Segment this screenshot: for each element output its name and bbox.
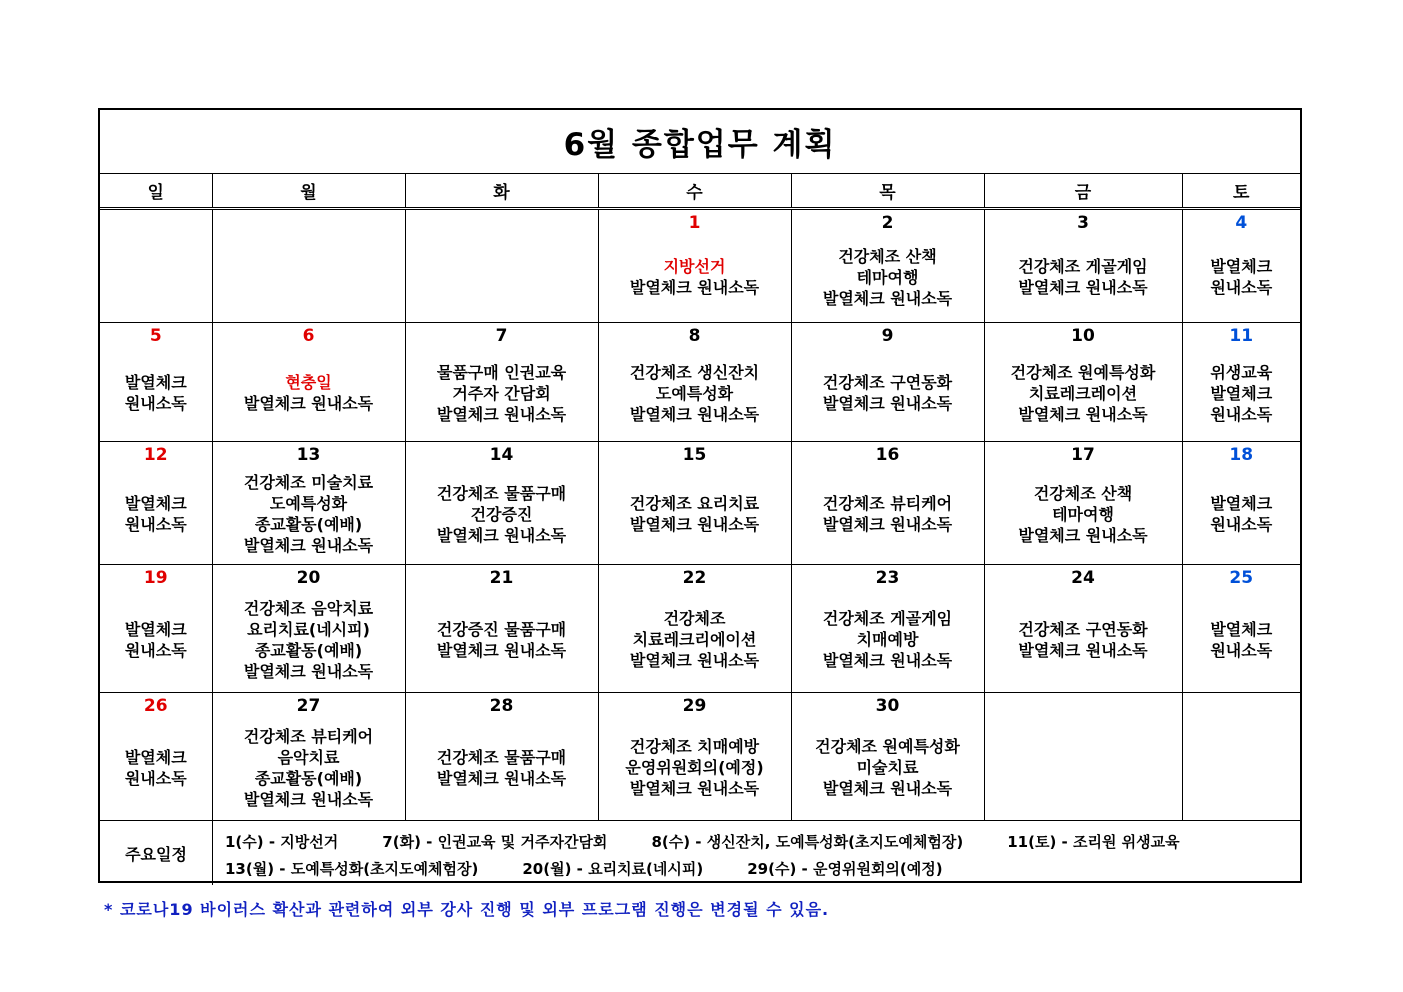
schedule-item: 건강증진: [470, 504, 533, 524]
day-cell: [791, 323, 984, 442]
schedule-item: 건강체조 음악치료: [243, 598, 374, 618]
day-schedule: [406, 234, 598, 320]
day-cell: [212, 209, 405, 323]
summary-event: 20(월) - 요리치료(네시피): [522, 860, 704, 878]
day-schedule: [985, 234, 1182, 320]
day-number: 22: [682, 568, 707, 588]
day-schedule: [213, 717, 405, 818]
schedule-item: 건강증진 물품구매: [436, 619, 567, 639]
day-number: 1: [688, 213, 701, 233]
day-cell: [984, 693, 1182, 821]
day-number: 29: [682, 696, 707, 716]
day-cell: [212, 565, 405, 693]
schedule-item: 발열체크 원내소독: [1018, 525, 1148, 545]
day-schedule: [100, 466, 212, 562]
day-cell: [100, 693, 212, 821]
schedule-item: 발열체크: [124, 747, 187, 767]
schedule-item: 발열체크 원내소독: [243, 394, 374, 413]
schedule-item: 발열체크 원내소독: [436, 640, 567, 660]
day-number: 25: [1229, 568, 1254, 588]
day-cell: [405, 565, 598, 693]
day-number: 7: [495, 326, 508, 346]
day-number: 24: [1071, 568, 1095, 588]
schedule-item: 발열체크 원내소독: [436, 768, 567, 788]
day-schedule: [213, 466, 405, 562]
schedule-item: 발열체크 원내소독: [243, 536, 374, 555]
schedule-item: 종교활동(예배): [254, 640, 363, 660]
day-number: 8: [688, 326, 701, 346]
day-cell: [1182, 209, 1300, 323]
schedule-item: 건강체조 원예특성화: [1010, 362, 1156, 382]
day-cell: [984, 323, 1182, 442]
schedule-item: 건강체조 구연동화: [1018, 619, 1148, 639]
schedule-item: 발열체크 원내소독: [629, 404, 760, 424]
schedule-item: 발열체크: [1210, 257, 1273, 276]
summary-line-2: [225, 856, 1300, 883]
weekday-thu: 목: [791, 174, 984, 209]
schedule-item: 발열체크 원내소독: [1018, 278, 1148, 297]
day-cell: [405, 442, 598, 565]
day-schedule: [100, 589, 212, 690]
schedule-item: 발열체크 원내소독: [1018, 404, 1148, 424]
day-schedule: [599, 347, 791, 439]
weekday-tue: 화: [405, 174, 598, 209]
week-row: [100, 693, 1300, 821]
day-schedule: [1183, 717, 1301, 818]
day-number: 14: [489, 445, 514, 465]
day-number: 6: [302, 326, 315, 346]
schedule-item: 건강체조 게골게임: [1018, 257, 1148, 276]
day-cell: [100, 323, 212, 442]
schedule-item: 발열체크 원내소독: [822, 651, 953, 670]
day-cell: [791, 693, 984, 821]
day-cell: [984, 565, 1182, 693]
day-schedule: [985, 347, 1182, 439]
schedule-item: 요리치료(네시피): [247, 619, 370, 639]
schedule-item: 발열체크 원내소독: [1018, 640, 1148, 660]
day-number: 26: [143, 696, 168, 716]
day-cell: [405, 323, 598, 442]
schedule-item: 원내소독: [1210, 640, 1273, 660]
day-cell: [791, 442, 984, 565]
schedule-item: 발열체크: [1210, 494, 1273, 513]
day-cell: [100, 209, 212, 323]
week-row: [100, 209, 1300, 323]
summary-event: 29(수) - 운영위원회의(예정): [747, 860, 943, 878]
schedule-item: 건강체조 구연동화: [822, 373, 953, 392]
schedule-item: 건강체조 뷰티케어: [822, 494, 953, 513]
schedule-item: 건강체조 물품구매: [436, 747, 567, 767]
day-cell: [791, 209, 984, 323]
day-number: 12: [143, 445, 168, 465]
schedule-item: 종교활동(예배): [254, 768, 363, 788]
day-schedule: [100, 347, 212, 439]
day-number: 18: [1229, 445, 1254, 465]
calendar-grid: [100, 174, 1300, 821]
schedule-item: 거주자 간담회: [452, 383, 551, 403]
day-schedule: [100, 717, 212, 818]
weekday-header-row: [100, 174, 1300, 209]
day-number: [406, 210, 598, 213]
schedule-item: 도예특성화: [269, 494, 348, 513]
calendar-table: [98, 108, 1302, 883]
schedule-item: 발열체크 원내소독: [822, 288, 953, 308]
schedule-item: 발열체크: [124, 494, 187, 513]
day-schedule: [599, 589, 791, 690]
day-schedule: [792, 717, 984, 818]
day-schedule: [792, 589, 984, 690]
day-cell: [212, 693, 405, 821]
day-cell: [1182, 442, 1300, 565]
schedule-item: 원내소독: [124, 515, 187, 534]
schedule-item: 지방선거: [663, 257, 726, 276]
schedule-item: 물품구매 인권교육: [436, 362, 567, 382]
day-schedule: [213, 589, 405, 690]
schedule-item: 건강체조 게골게임: [822, 609, 953, 628]
weekday-fri: 금: [984, 174, 1182, 209]
day-schedule: [1183, 589, 1301, 690]
schedule-item: 발열체크 원내소독: [629, 779, 760, 798]
schedule-item: 건강체조 치매예방: [629, 737, 760, 756]
day-schedule: [213, 347, 405, 439]
summary-event: 13(월) - 도예특성화(초지도예체험장): [225, 860, 479, 878]
day-schedule: [213, 234, 405, 320]
schedule-item: 건강체조 생신잔치: [629, 362, 760, 382]
day-cell: [598, 565, 791, 693]
day-schedule: [406, 347, 598, 439]
schedule-item: 건강체조 요리치료: [629, 494, 760, 513]
week-row: [100, 442, 1300, 565]
day-schedule: [1183, 234, 1301, 320]
day-number: 30: [875, 696, 900, 716]
day-number: 17: [1071, 445, 1095, 465]
schedule-item: 건강체조 산책: [838, 246, 937, 266]
week-row: [100, 565, 1300, 693]
schedule-item: 원내소독: [1210, 515, 1273, 534]
day-cell: [212, 442, 405, 565]
day-schedule: [792, 234, 984, 320]
schedule-item: 도예특성화: [655, 383, 734, 403]
day-cell: [212, 323, 405, 442]
page-title: 6월 종합업무 계획: [100, 110, 1300, 174]
day-schedule: [599, 234, 791, 320]
schedule-item: 발열체크 원내소독: [436, 404, 567, 424]
day-number: [1183, 693, 1301, 696]
schedule-item: 운영위원회의(예정): [625, 758, 764, 777]
day-schedule: [406, 466, 598, 562]
week-row: [100, 323, 1300, 442]
schedule-item: 원내소독: [1210, 278, 1273, 297]
schedule-item: 발열체크 원내소독: [822, 394, 953, 413]
day-schedule: [599, 466, 791, 562]
day-cell: [984, 209, 1182, 323]
schedule-item: 발열체크 원내소독: [629, 651, 760, 670]
weekday-sun: 일: [100, 174, 212, 209]
weekday-mon: 월: [212, 174, 405, 209]
day-schedule: [792, 347, 984, 439]
schedule-item: 발열체크 원내소독: [629, 515, 760, 534]
schedule-item: 건강체조 원예특성화: [815, 737, 960, 756]
day-number: 10: [1071, 326, 1095, 346]
schedule-item: 미술치료: [856, 758, 919, 777]
schedule-item: 건강체조 미술치료: [243, 473, 374, 492]
day-number: [213, 210, 405, 213]
schedule-item: 원내소독: [124, 768, 187, 788]
schedule-item: 발열체크 원내소독: [243, 661, 374, 681]
schedule-item: 테마여행: [856, 267, 919, 287]
day-cell: [1182, 565, 1300, 693]
day-number: 3: [1077, 213, 1089, 233]
day-cell: [1182, 323, 1300, 442]
day-number: 13: [296, 445, 321, 465]
weekday-wed: 수: [598, 174, 791, 209]
day-number: [100, 210, 212, 213]
schedule-item: 치료레크리에이션: [632, 630, 757, 649]
schedule-item: 발열체크 원내소독: [436, 525, 567, 545]
schedule-item: 치매예방: [856, 630, 919, 649]
day-schedule: [406, 589, 598, 690]
day-cell: [598, 693, 791, 821]
schedule-item: 발열체크 원내소독: [822, 515, 953, 534]
day-number: 2: [881, 213, 894, 233]
day-schedule: [1183, 466, 1301, 562]
day-schedule: [985, 466, 1182, 562]
schedule-item: 음악치료: [277, 747, 340, 767]
notice-text: * 코로나19 바이러스 확산과 관련하여 외부 강사 진행 및 외부 프로그램 진행은 변경될 수 있음.: [104, 900, 830, 919]
summary-line-1: [225, 829, 1300, 856]
day-number: 15: [682, 445, 707, 465]
schedule-item: 종교활동(예배): [254, 515, 363, 534]
schedule-item: 건강체조 물품구매: [436, 483, 567, 503]
summary-body: [213, 821, 1300, 885]
summary-row: [100, 821, 1300, 885]
day-cell: [405, 209, 598, 323]
schedule-item: 건강체조: [663, 609, 726, 628]
summary-event: 11(토) - 조리원 위생교육: [1007, 833, 1180, 851]
day-number: 20: [296, 568, 321, 588]
day-cell: [405, 693, 598, 821]
summary-event: 1(수) - 지방선거: [225, 833, 339, 851]
day-number: 5: [149, 326, 162, 346]
schedule-item: 발열체크: [124, 619, 187, 639]
schedule-item: 치료레크레이션: [1028, 383, 1138, 403]
summary-event: 7(화) - 인권교육 및 거주자간담회: [382, 833, 608, 851]
schedule-item: 테마여행: [1052, 504, 1114, 524]
day-number: 19: [143, 568, 168, 588]
day-number: 11: [1229, 326, 1254, 346]
day-cell: [100, 565, 212, 693]
schedule-item: 원내소독: [1210, 404, 1273, 424]
schedule-item: 발열체크: [1210, 383, 1273, 403]
schedule-item: 발열체크 원내소독: [629, 278, 760, 297]
schedule-item: 원내소독: [124, 394, 187, 413]
schedule-item: 현충일: [285, 373, 332, 392]
day-number: 21: [489, 568, 514, 588]
day-schedule: [985, 589, 1182, 690]
day-cell: [984, 442, 1182, 565]
day-cell: [598, 442, 791, 565]
schedule-item: 건강체조 산책: [1033, 483, 1133, 503]
day-number: [985, 693, 1182, 696]
day-cell: [1182, 693, 1300, 821]
day-cell: [791, 565, 984, 693]
schedule-item: 원내소독: [124, 640, 187, 660]
day-schedule: [599, 717, 791, 818]
day-number: 16: [875, 445, 900, 465]
day-cell: [598, 209, 791, 323]
schedule-item: 발열체크: [124, 373, 187, 392]
day-schedule: [406, 717, 598, 818]
day-number: 4: [1235, 213, 1248, 233]
day-schedule: [1183, 347, 1301, 439]
day-number: 23: [875, 568, 900, 588]
day-cell: [598, 323, 791, 442]
day-number: 27: [296, 696, 321, 716]
day-number: 9: [881, 326, 894, 346]
day-cell: [100, 442, 212, 565]
day-number: 28: [489, 696, 514, 716]
summary-label: 주요일정: [100, 821, 213, 885]
schedule-item: 발열체크 원내소독: [243, 789, 374, 809]
day-schedule: [792, 466, 984, 562]
schedule-item: 위생교육: [1210, 362, 1273, 382]
day-schedule: [985, 717, 1182, 818]
schedule-item: 발열체크: [1210, 619, 1273, 639]
schedule-item: 발열체크 원내소독: [822, 779, 953, 798]
day-schedule: [100, 234, 212, 320]
summary-event: 8(수) - 생신잔치, 도예특성화(초지도예체험장): [651, 833, 964, 851]
schedule-item: 건강체조 뷰티케어: [243, 726, 374, 746]
weekday-sat: 토: [1182, 174, 1300, 209]
